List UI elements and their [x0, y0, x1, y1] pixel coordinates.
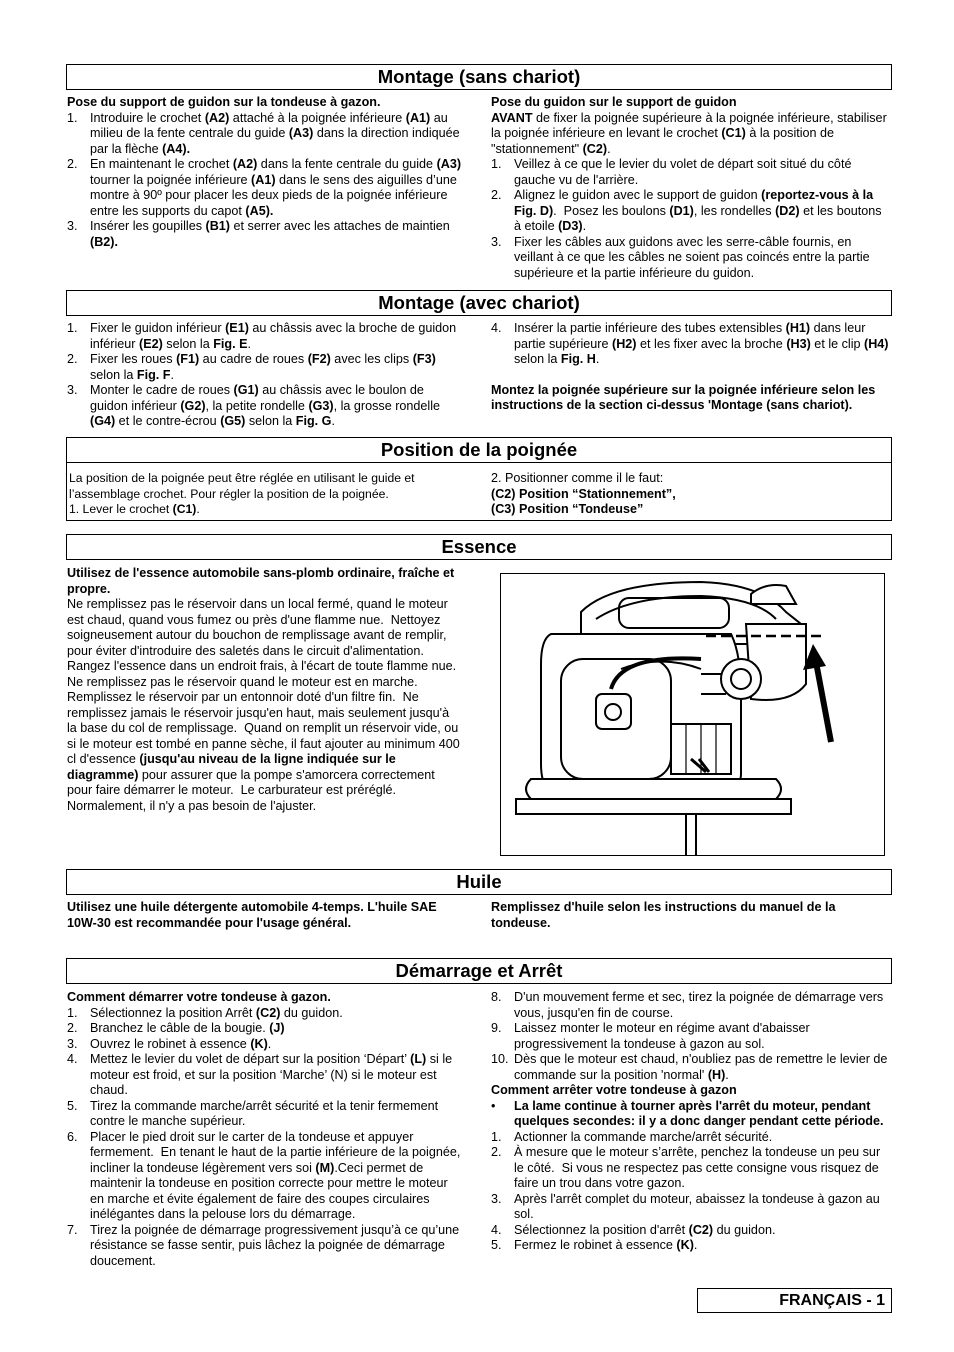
essence-text	[67, 566, 462, 814]
list-item: 1. Veillez à ce que le levier du volet de départ soit situé du côté gauche vu de l'arrière.	[491, 157, 852, 187]
list-item: 4. Sélectionnez la position d'arrêt (C2) du guidon.	[491, 1222, 776, 1237]
list-item: 7. Tirez la poignée de démarrage progressivement jusqu’à ce qu’une résistance se fasse sentir, puis lâchez la poignée de démarrage doucement.	[67, 1222, 460, 1268]
position-right-item: 2. Positionner comme il le faut:	[491, 471, 664, 485]
list-item: 1. Introduire le crochet (A2) attaché à la poignée inférieure (A1) au milieu de la fente centrale du guide (A3) dans la direction indiquée par la flèche (A4).	[67, 110, 460, 156]
list-item: 4. Insérer la partie inférieure des tubes extensibles (H1) dans leur partie supérieure (H2) et les fixer avec la broche (H3) et le clip (H4) selon la Fig. H.	[491, 321, 889, 366]
list-item: 1. Actionner la commande marche/arrêt sécurité.	[491, 1129, 773, 1144]
section-header-huile: Huile	[66, 869, 892, 895]
list-item: 2. Branchez le câble de la bougie. (J)	[67, 1021, 285, 1035]
demarrage-left	[67, 990, 465, 1269]
section-header-demarrage: Démarrage et Arrêt	[66, 958, 892, 984]
montage-sans-right-title: Pose du guidon sur le support de guidon	[491, 95, 737, 109]
list-item: 3. Fixer les câbles aux guidons avec les serre-câble fournis, en veillant à ce que les câbles ne soient pas coincés entre la partie supérieure et la partie inférieure du guidon.	[491, 234, 870, 280]
list-item: 9. Laissez monter le moteur en régime avant d'abaisser progressivement la tondeuse à gazon au sol.	[491, 1021, 810, 1051]
engine-diagram	[500, 573, 885, 856]
huile-right: Remplissez d'huile selon les instructions du manuel de la tondeuse.	[491, 900, 836, 930]
huile-left: Utilisez une huile détergente automobile 4-temps. L'huile SAE 10W-30 est recommandée pour l'usage général.	[67, 900, 437, 930]
list-item: 3. Après l'arrêt complet du moteur, abaissez la tondeuse à gazon au sol.	[491, 1191, 880, 1221]
position-c2: (C2) Position “Stationnement”,	[491, 486, 676, 501]
list-item: 2. Fixer les roues (F1) au cadre de roues (F2) avec les clips (F3) selon la Fig. F.	[67, 352, 436, 382]
position-left-text: La position de la poignée peut être réglée en utilisant le guide et l’assemblage crochet. Pour régler la position de la poignée.	[69, 471, 415, 501]
list-item: 4. Mettez le levier du volet de départ sur la position ‘Départ’ (L) si le moteur est froid, et sur la position ‘Marche’ (N) si le moteur est chaud.	[67, 1052, 453, 1097]
montage-avec-note: Montez la poignée supérieure sur la poignée inférieure selon les instructions de la section ci-dessus 'Montage (sans chariot).	[491, 382, 876, 412]
stop-title: Comment arrêter votre tondeuse à gazon	[491, 1083, 737, 1097]
page-footer: FRANÇAIS - 1	[697, 1288, 892, 1313]
montage-sans-right	[491, 95, 889, 281]
list-item: 3. Ouvrez le robinet à essence (K).	[67, 1036, 272, 1051]
start-title: Comment démarrer votre tondeuse à gazon.	[67, 990, 331, 1004]
montage-sans-left	[67, 95, 464, 250]
list-item: 6. Placer le pied droit sur le carter de la tondeuse et appuyer fermement. En tenant le haut de la partie inférieure de la poignée, incliner la tondeuse légèrement vers soi (M).Ceci permet de maintenir la tondeuse en position correcte pour mettre le moteur en marche et évite également de faire des coupes circulaires inélégantes dans la pelouse lors du démarrage.	[67, 1129, 461, 1221]
position-left-item: 1. Lever le crochet (C1).	[69, 502, 200, 516]
essence-intro: Utilisez de l'essence automobile sans-plomb ordinaire, fraîche et propre.	[67, 566, 455, 596]
essence-body: Ne remplissez pas le réservoir dans un local fermé, quand le moteur est chaud, quand vous fumez ou près d'une flamme nue. Nettoyez soigneusement autour du bouchon de remplissage avant de remplir, pour éviter d'introduire des saletés dans le circuit d'alimentation. Rangez l'essence dans un endroit frais, à l'écart de toute flamme nue. Ne remplissez pas le réservoir quand le moteur est en marche. Remplissez le réservoir par un entonnoir doté d'un filtre fin. Ne remplissez jamais le réservoir jusqu'en haut, mais seulement jusqu'à la base du col de remplissage. Quand on remplit un réservoir vide, ou si le moteur est tombé en panne sèche, il faut ajouter au minimum 400 cl d'essence (jusqu'au niveau de la ligne indiquée sur le diagramme) pour assurer que la pompe s'amorcera correctement pour faire démarrer le moteur. Le carburateur est préréglé. Normalement, il n'y a pas besoin de l'ajuster.	[67, 597, 460, 813]
list-item: 3. Monter le cadre de roues (G1) au châssis avec le boulon de guidon inférieur (G2), la petite rondelle (G3), la grosse rondelle (G4) et le contre-écrou (G5) selon la Fig. G.	[67, 383, 441, 428]
section-header-montage-avec: Montage (avec chariot)	[66, 290, 892, 316]
list-item: 2. Alignez le guidon avec le support de guidon (reportez-vous à la Fig. D). Posez les boulons (D1), les rondelles (D2) et les boutons à etoile (D3).	[491, 188, 882, 233]
list-item: 5. Tirez la commande marche/arrêt sécurité et la tenir fermement contre le manche supérieur.	[67, 1098, 439, 1128]
section-header-essence: Essence	[66, 534, 892, 560]
list-item: 8. D'un mouvement ferme et sec, tirez la poignée de démarrage vers vous, jusqu'en fin de course.	[491, 990, 884, 1020]
position-left	[69, 471, 469, 518]
list-item: 3. Insérer les goupilles (B1) et serrer avec les attaches de maintien (B2).	[67, 219, 450, 249]
list-item: 10. Dès que le moteur est chaud, n'oubliez pas de remettre le levier de commande sur la position 'normal' (H).	[491, 1052, 888, 1082]
montage-avec-left	[67, 321, 464, 430]
section-header-position: Position de la poignée	[66, 437, 892, 463]
list-item: 2. À mesure que le moteur s’arrête, penchez la tondeuse un peu sur le côté. Si vous ne respectez pas cette consigne vous risquez de faire un trou dans votre gazon.	[491, 1145, 881, 1190]
montage-sans-right-intro: AVANT de fixer la poignée supérieure à la poignée inférieure, stabiliser la poignée inférieure en levant le crochet (C1) à la position de "stationnement" (C2).	[491, 110, 887, 156]
list-item: 5. Fermez le robinet à essence (K).	[491, 1238, 698, 1252]
montage-sans-left-title: Pose du support de guidon sur la tondeuse à gazon.	[67, 95, 381, 109]
engine-illustration	[501, 574, 884, 855]
position-right	[491, 471, 881, 518]
list-item: 2. En maintenant le crochet (A2) dans la fente centrale du guide (A3) tourner la poignée inférieure (A1) dans le sens des aiguilles d’une montre à 90º pour placer les deux pieds de la poignée inférieure entre les supports du capot (A5).	[67, 157, 462, 218]
list-item: 1. Fixer le guidon inférieur (E1) au châssis avec la broche de guidon inférieur (E2) selon la Fig. E.	[67, 321, 457, 351]
montage-avec-right	[491, 321, 889, 414]
section-header-montage-sans: Montage (sans chariot)	[66, 64, 892, 90]
demarrage-right	[491, 990, 889, 1254]
list-item: 1. Sélectionnez la position Arrêt (C2) du guidon.	[67, 1005, 343, 1020]
warning-item: • La lame continue à tourner après l'arrêt du moteur, pendant quelques secondes: il y a donc danger pendant cette période.	[491, 1098, 884, 1128]
position-c3: (C3) Position “Tondeuse”	[491, 502, 644, 516]
